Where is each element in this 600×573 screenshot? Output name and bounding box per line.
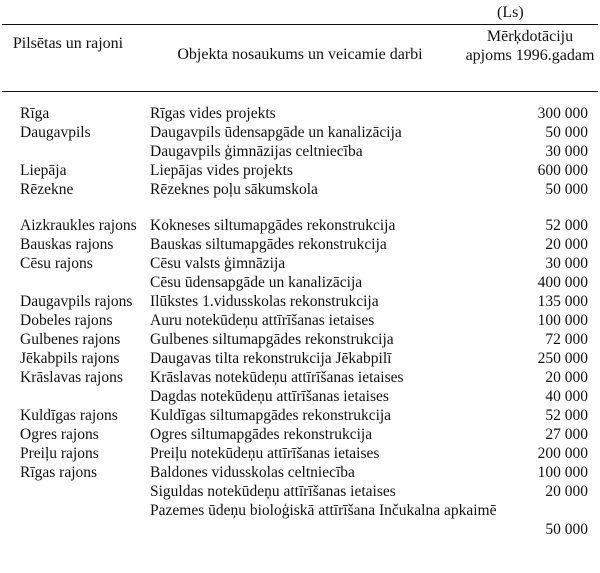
row-city: Daugavpils (20, 124, 91, 141)
table-row (0, 161, 600, 180)
table-row (0, 482, 600, 501)
row-city: Aizkraukles rajons (20, 217, 137, 234)
table-row (0, 292, 600, 311)
table-row (0, 406, 600, 425)
row-amount: 52 000 (545, 217, 588, 234)
table-top-rule (2, 24, 598, 25)
row-object: Dagdas notekūdeņu attīrīšanas ietaises (150, 388, 389, 405)
row-amount: 40 000 (545, 388, 588, 405)
table-row (0, 368, 600, 387)
table-row (0, 311, 600, 330)
row-object: Daugavas tilta rekonstrukcija Jēkabpilī (150, 350, 392, 367)
row-object: Daugavpils ūdensapgāde un kanalizācija (150, 124, 402, 141)
row-city: Jēkabpils rajons (20, 350, 120, 367)
row-city: Dobeles rajons (20, 312, 113, 329)
row-amount: 250 000 (537, 350, 588, 367)
table-row (0, 444, 600, 463)
row-amount: 50 000 (545, 181, 588, 198)
table-row (0, 254, 600, 273)
row-city: Daugavpils rajons (20, 293, 133, 310)
row-city: Cēsu rajons (20, 255, 93, 272)
row-amount: 135 000 (537, 293, 588, 310)
header-object: Objekta nosaukums un veicamie darbi (177, 46, 423, 63)
row-city: Liepāja (20, 162, 67, 179)
table-row (0, 349, 600, 368)
row-city: Rēzekne (20, 181, 74, 198)
row-amount: 100 000 (537, 312, 588, 329)
row-amount: 400 000 (537, 274, 588, 291)
row-object: Rēzeknes poļu sākumskola (150, 181, 318, 198)
table-row (0, 330, 600, 349)
currency-unit: (Ls) (497, 4, 524, 21)
table-row (0, 273, 600, 292)
row-object: Krāslavas notekūdeņu attīrīšanas ietaises (150, 369, 404, 386)
row-amount: 100 000 (537, 464, 588, 481)
row-amount: 20 000 (545, 369, 588, 386)
table-row (0, 142, 600, 161)
row-object: Gulbenes siltumapgādes rekonstrukcija (150, 331, 394, 348)
row-object: Siguldas notekūdeņu attīrīšanas ietaises (150, 483, 396, 500)
row-city: Ogres rajons (20, 426, 99, 443)
row-object: Cēsu valsts ģimnāzija (150, 255, 286, 272)
row-object: Ilūkstes 1.vidusskolas rekonstrukcija (150, 293, 379, 310)
table-row (0, 104, 600, 123)
table-row (0, 180, 600, 199)
row-object: Kokneses siltumapgādes rekonstrukcija (150, 217, 396, 234)
row-amount: 600 000 (537, 162, 588, 179)
row-object: Rīgas vides projekts (150, 105, 276, 122)
row-amount: 72 000 (545, 331, 588, 348)
row-object: Daugavpils ģimnāzijas celtniecība (150, 143, 363, 160)
row-object: Pazemes ūdeņu bioloģiskā attīrīšana Inčukalna apkaimē (150, 502, 497, 519)
row-city: Kuldīgas rajons (20, 407, 118, 424)
table-row (0, 216, 600, 235)
row-amount: 30 000 (545, 255, 588, 272)
table-row (0, 501, 600, 539)
row-object: Kuldīgas siltumapgādes rekonstrukcija (150, 407, 392, 424)
row-city: Rīga (20, 105, 50, 122)
table-row (0, 425, 600, 444)
table-body (0, 104, 600, 539)
row-object: Bauskas siltumapgādes rekonstrukcija (150, 236, 387, 253)
row-amount: 30 000 (545, 143, 588, 160)
row-city: Krāslavas rajons (20, 369, 123, 386)
row-city: Preiļu rajons (20, 445, 99, 462)
row-amount: 20 000 (545, 236, 588, 253)
table-row (0, 387, 600, 406)
row-object: Ogres siltumapgādes rekonstrukcija (150, 426, 373, 443)
row-amount: 300 000 (537, 105, 588, 122)
row-amount: 50 000 (545, 521, 588, 538)
table-row (0, 235, 600, 254)
row-city: Rīgas rajons (20, 464, 98, 481)
row-city: Bauskas rajons (20, 236, 114, 253)
header-city: Pilsētas un rajoni (12, 35, 124, 52)
row-object: Auru notekūdeņu attīrīšanas ietaises (150, 312, 375, 329)
table-row (0, 463, 600, 482)
row-amount: 50 000 (545, 124, 588, 141)
row-amount: 52 000 (545, 407, 588, 424)
row-city: Gulbenes rajons (20, 331, 121, 348)
row-object: Cēsu ūdensapgāde un kanalizācija (150, 274, 363, 291)
header-amount: Mērķdotāciju apjoms 1996.gadam (465, 28, 595, 64)
header-bottom-rule (2, 91, 598, 92)
table-row (0, 123, 600, 142)
row-amount: 20 000 (545, 483, 588, 500)
row-amount: 200 000 (537, 445, 588, 462)
row-object: Baldones vidusskolas celtniecība (150, 464, 355, 481)
row-object: Liepājas vides projekts (150, 162, 293, 179)
row-object: Preiļu notekūdeņu attīrīšanas ietaises (150, 445, 380, 462)
row-amount: 27 000 (545, 426, 588, 443)
